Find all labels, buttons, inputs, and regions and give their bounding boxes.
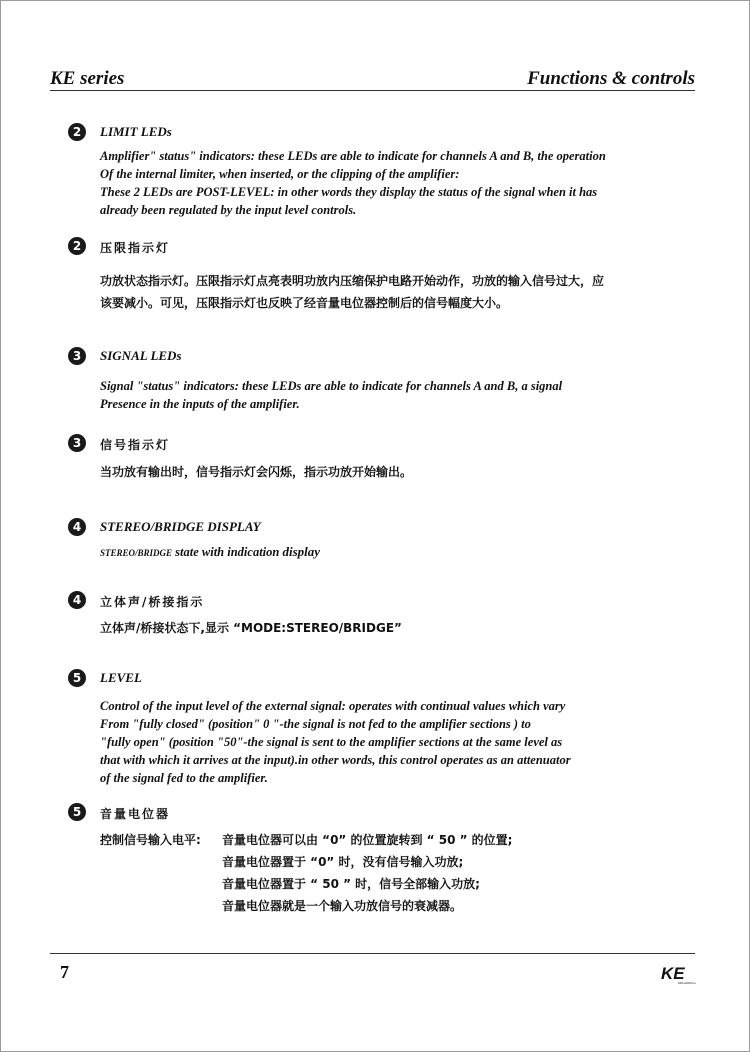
signal-leds-title: SIGNAL LEDs xyxy=(100,348,182,363)
level-title-cn: 音量电位器 xyxy=(100,807,171,821)
text-line: Amplifier" status" indicators: these LEDs are able to indicate for channels A and B, the operation xyxy=(100,149,606,163)
limit-leds-title: LIMIT LEDs xyxy=(100,124,172,139)
limit-leds-description xyxy=(100,147,700,219)
level-line-cn: 音量电位器可以由 “0” 的位置旋转到 “ 50 ” 的位置; xyxy=(222,833,513,847)
section-number-badge: 3 xyxy=(68,434,86,452)
stereo-bridge-text: state with indication xyxy=(172,545,283,559)
text-line: From "fully closed" (position" 0 "-the signal is not fed to the amplifier sections ) to xyxy=(100,717,531,731)
header-rule xyxy=(50,90,695,91)
level-label-cn: 控制信号输入电平: xyxy=(100,833,201,847)
text-line: Signal "status" indicators: these LEDs are able to indicate for channels A and B, a signal xyxy=(100,379,563,393)
text-line: Of the internal limiter, when inserted, or the clipping of the amplifier: xyxy=(100,167,460,181)
text-line: already been regulated by the input level controls. xyxy=(100,203,357,217)
section-number-badge: 4 xyxy=(68,518,86,536)
text-line: "fully open" (position "50"-the signal is sent to the amplifier sections at the same level as xyxy=(100,735,563,749)
section-number-badge: 2 xyxy=(68,123,86,141)
header-section: Functions & controls xyxy=(527,68,695,89)
text-line: of the signal fed to the amplifier. xyxy=(100,771,268,785)
page-number: 7 xyxy=(60,962,69,982)
text-line: 功放状态指示灯。压限指示灯点亮表明功放内压缩保护电路开始动作，功放的输入信号过大，应 xyxy=(100,274,605,288)
limit-leds-description-cn xyxy=(100,270,690,314)
text-line: that with which it arrives at the input).in other words, this control operates as an attenuator xyxy=(100,753,571,767)
stereo-bridge-title: STEREO/BRIDGE DISPLAY xyxy=(100,519,261,534)
section-number-badge: 5 xyxy=(68,803,86,821)
ke-logo-icon xyxy=(660,962,700,986)
signal-leds-title-cn: 信号指示灯 xyxy=(100,438,171,452)
section-number-badge: 3 xyxy=(68,347,86,365)
signal-leds-description-cn xyxy=(100,461,690,483)
stereo-bridge-label: STEREO/BRIDGE xyxy=(100,548,173,558)
signal-leds-description xyxy=(100,377,700,413)
footer-rule xyxy=(50,953,695,954)
section-number-badge: 2 xyxy=(68,237,86,255)
stereo-bridge-title-cn: 立体声/桥接指示 xyxy=(100,595,205,609)
logo-small-text: KOLAUDIO+ xyxy=(678,981,697,985)
level-title: LEVEL xyxy=(100,670,142,685)
level-line-cn: 音量电位器置于 “ 50 ” 时，信号全部输入功放; xyxy=(222,877,480,891)
text-line: These 2 LEDs are POST-LEVEL: in other words they display the status of the signal when it has xyxy=(100,185,598,199)
level-description xyxy=(100,697,700,787)
level-line-cn: 音量电位器就是一个输入功放信号的衰减器。 xyxy=(222,899,463,913)
text-line: Control of the input level of the external signal: operates with continual values which vary xyxy=(100,699,566,713)
display-label: display xyxy=(282,544,321,559)
limit-leds-title-cn: 压限指示灯 xyxy=(100,241,171,255)
text-line xyxy=(100,543,700,562)
level-line-cn: 音量电位器置于 “0” 时，没有信号输入功放; xyxy=(222,855,464,869)
text-line: 该要减小。可见，压限指示灯也反映了经音量电位器控制后的信号幅度大小。 xyxy=(100,296,509,310)
stereo-bridge-description xyxy=(100,543,700,562)
text-line: 立体声/桥接状态下,显示 “MODE:STEREO/BRIDGE” xyxy=(100,621,402,635)
text-line: 当功放有输出时，信号指示灯会闪烁，指示功放开始输出。 xyxy=(100,465,413,479)
text-line: Presence in the inputs of the amplifier. xyxy=(100,397,300,411)
section-number-badge: 5 xyxy=(68,669,86,687)
stereo-bridge-description-cn xyxy=(100,617,690,639)
logo-text: KE xyxy=(661,964,685,983)
header-series: KE series xyxy=(50,68,125,89)
section-number-badge: 4 xyxy=(68,591,86,609)
